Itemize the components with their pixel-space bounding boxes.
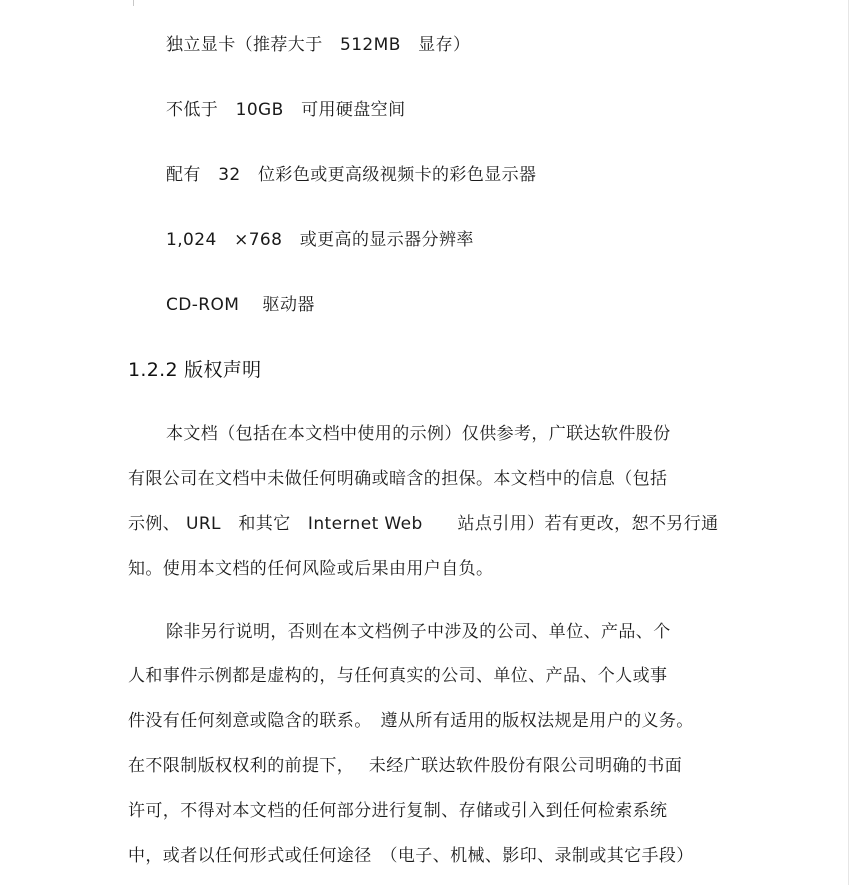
paragraph2-line: 人和事件示例都是虚构的，与任何真实的公司、单位、产品、个人或事	[128, 666, 668, 686]
paragraph1-line: 本文档（包括在本文档中使用的示例）仅供参考，广联达软件股份	[166, 424, 671, 444]
paragraph1-line: 有限公司在文档中未做任何明确或暗含的担保。本文档中的信息（包括	[128, 469, 668, 489]
paragraph2-line: 许可，不得对本文档的任何部分进行复制、存储或引入到任何检索系统	[128, 801, 668, 821]
paragraph1-line: 示例、 URL 和其它 Internet Web 站点引用）若有更改，恕不另行通	[128, 514, 719, 534]
section-heading-copyright: 1.2.2 版权声明	[128, 359, 262, 381]
paragraph2-line: 除非另行说明，否则在本文档例子中涉及的公司、单位、产品、个	[166, 622, 671, 642]
paragraph1-line: 知。使用本文档的任何风险或后果由用户自负。	[128, 559, 494, 579]
paragraph2-line: 在不限制版权权利的前提下， 未经广联达软件股份有限公司明确的书面	[128, 756, 683, 776]
page-margin-marker	[133, 0, 134, 6]
requirement-video-card: 配有 32 位彩色或更高级视频卡的彩色显示器	[166, 165, 537, 185]
requirement-graphics-card: 独立显卡（推荐大于 512MB 显存）	[166, 35, 471, 55]
paragraph2-line: 中，或者以任何形式或任何途径 （电子、机械、影印、录制或其它手段）	[128, 846, 694, 866]
requirement-resolution: 1,024 ×768 或更高的显示器分辨率	[166, 230, 474, 250]
page-edge	[848, 0, 849, 885]
requirement-cdrom: CD-ROM 驱动器	[166, 295, 315, 315]
paragraph2-line: 件没有任何刻意或隐含的联系。 遵从所有适用的版权法规是用户的义务。	[128, 711, 694, 731]
requirement-disk-space: 不低于 10GB 可用硬盘空间	[166, 100, 406, 120]
